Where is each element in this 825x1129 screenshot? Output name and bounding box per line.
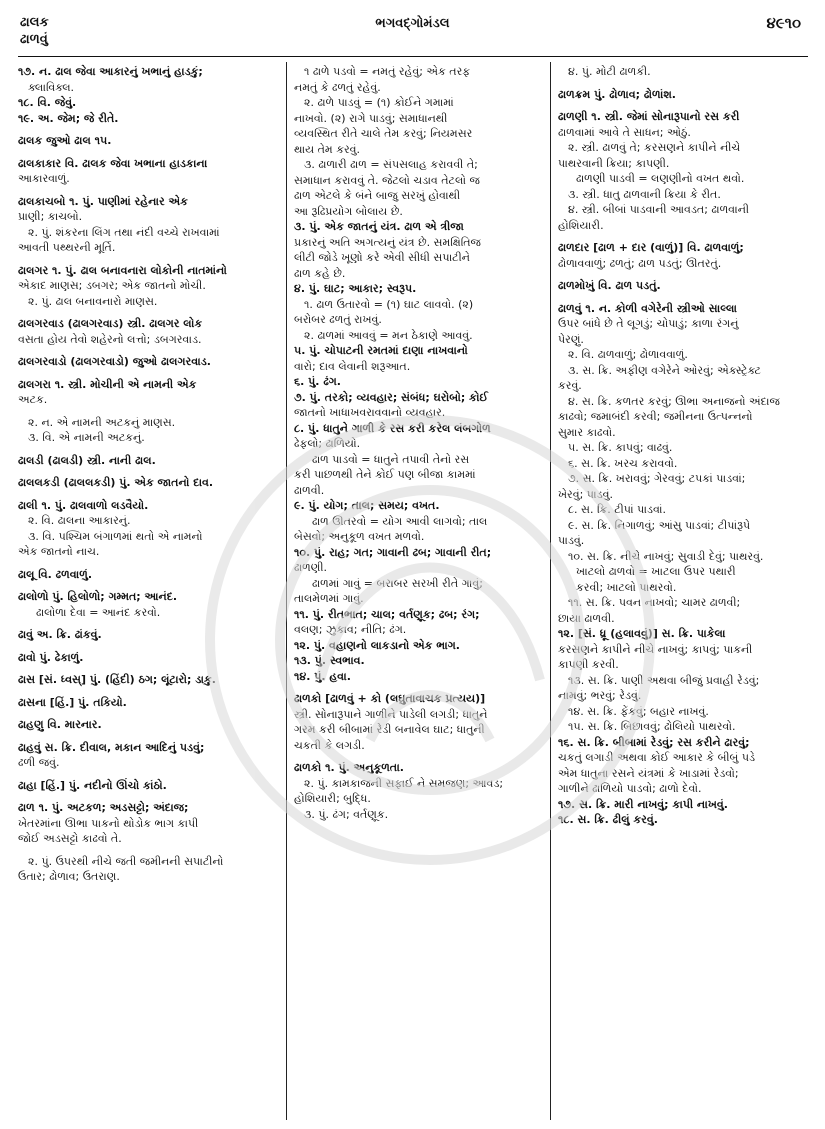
column-divider xyxy=(550,62,551,1120)
entry-line: ગરમ કરી બીબામાં રેડી બનાવેલ ઘાટ; ધાતુની xyxy=(294,723,485,736)
entry-line: ૨. પું. ઢાલ બનાવનારો માણસ. xyxy=(28,294,158,308)
entry-line: ઢાળ ૧. પું. અટકળ; અડસટ્ટો; અંદાજ; xyxy=(18,801,189,814)
entry-line: નાખવો. (૨) રાગે પાડવું; સમાધાનથી xyxy=(294,111,448,125)
entry-line: ખાટલો ઢાળવો = ખાટલા ઉપર પથારી xyxy=(576,565,736,578)
entry-line: ૭. સ. ક્રિ. ખરાવવું; ગેરવવું; ટપકાં પાડવાં; xyxy=(568,472,746,485)
entry-line: ૭. પું. તરકો; વ્યવહાર; સંબંધ; ઘરોબો; કોઈ xyxy=(294,390,489,404)
entry-line: જાતનો ખાધાખવરાવવાનો વ્યવહાર. xyxy=(294,406,446,419)
entry-line: ગાળીને ઢાળિયો પાડવો; ઢાળો દેવો. xyxy=(558,782,702,795)
entry-line: ૩. સ. ક્રિ. અફીણ વગેરેને ઓરવું; એક્સ્ટ્રેક્ટ xyxy=(568,363,761,377)
entry-line: ઢાળકો [ઢાળવું + કો (લઘુતાવાચક પ્રત્યય)] xyxy=(294,692,486,705)
entry-line: ૧૦. સ. ક્રિ. નીચે નાખવું; સુવાડી દેવું; પાથરવું. xyxy=(568,549,764,563)
entry-line: ઢાસ [સં. ધ્વસ્] પું. (હિંદી) ઠગ; લૂંટારો; ડાકુ. xyxy=(18,673,216,686)
entry-line: જોઈ અડસટ્ટો કાઢવો તે. xyxy=(18,832,122,845)
entry-line: કરવી; ખાટલો પાથરવો. xyxy=(576,580,677,594)
entry-line: ૧૫. સ. ક્રિ. બિછાવવું; ઢોલિયો પાથરવો. xyxy=(568,720,736,733)
entry-line: ૩. પું. ઢંગ; વર્તણૂક. xyxy=(304,807,389,821)
entry-line: ૯. સ. ક્રિ. નિગાળવું; આંસુ પાડવાં; ટીપાંરૂપે xyxy=(568,518,751,532)
entry-line: ૩. વિ. પશ્ચિમ બંગાળમાં થતો એ નામનો xyxy=(28,529,203,543)
entry-line: ૨. પું. ઉપરથી નીચે જતી જમીનની સપાટીનો xyxy=(28,854,224,868)
entry-line: વસતા હોય તેવો શહેરનો લત્તો; ડબગરવાડ. xyxy=(18,332,202,346)
entry-line: ૪. સ્ત્રી. બીબાં પાડવાની આવડત; ઢાળવાની xyxy=(568,203,750,216)
entry-line: ઢાલકાચબો ૧. પું. પાણીમાં રહેનાર એક xyxy=(18,194,188,208)
dictionary-column-3 xyxy=(558,64,810,1120)
entry-line: ઢાવો પું. ઢેકાળું. xyxy=(18,650,84,664)
entry-line: કાઢવો; જમાબંદી કરવી; જમીનના ઉત્પન્નનો xyxy=(558,410,753,423)
entry-line: ચકતી કે લગડી. xyxy=(294,738,365,752)
entry-line: નમતું કે ઢળતું રહેવું. xyxy=(294,80,381,94)
entry-line: સ્ત્રી. સોનારૂપાને ગાળીને પાડેલી લગડી; ધાતુને xyxy=(294,707,488,721)
entry-line: કરસણને કાપીને નીચે નાખવું; કાપવું; પાકની xyxy=(558,642,753,656)
entry-line: ઢાળ કહે છે. xyxy=(294,266,346,280)
entry-line: ૧૮. સ. ક્રિ. ઢીલું કરવું. xyxy=(558,813,658,826)
entry-line: એમ ધાતુના રસને યંત્રમાં કે ખાડામાં રેડવો; xyxy=(558,766,739,780)
guide-word-last: ઢાળવું xyxy=(20,32,48,47)
entry-line: ઢાલગરા ૧. સ્ત્રી. મોચીની એ નામની એક xyxy=(18,377,197,391)
entry-line: ૧૩. પું. સ્વભાવ. xyxy=(294,654,365,667)
entry-line: ૧૭. સ. ક્રિ. મારી નાખવું; કાપી નાખવું. xyxy=(558,797,728,811)
entry-line: ૬. સ. ક્રિ. ખરચ કરાવવો. xyxy=(568,456,678,470)
entry-line: ઉતાર; ઢોળાવ; ઉતરાણ. xyxy=(18,870,120,883)
entry-line: ઢાળણી પાડવી = લણણીનો વખત થવો. xyxy=(576,172,745,185)
entry-line: ૨. ન. એ નામની અટકનું માણસ. xyxy=(28,415,176,429)
entry-line: બેસવો; અનુકૂળ વખત મળવો. xyxy=(294,530,425,543)
entry-line: ઢાલૂ વિ. ઢળવાળું. xyxy=(18,567,93,581)
entry-line: ૧ ઢાળે પડવો = નમતું રહેવું; એક તરફ xyxy=(304,65,471,78)
entry-line: વારો; દાવ લેવાની શરૂઆત. xyxy=(294,359,411,373)
entry-line: ૩. પું. એક જાતનું યંત્ર. ઢાળ એ ત્રીજા xyxy=(294,220,464,233)
dictionary-column-2 xyxy=(294,64,542,1120)
entry-line: એકાદ માણસ; ડબગર; એક જાતનો મોચી. xyxy=(18,279,206,292)
entry-line: ચકતું લગાડી અથવા કોઈ આકાર કે બીબું પડે xyxy=(558,751,756,764)
entry-line: ઢાલડી (ઢાલડી) સ્ત્રી. નાની ઢાલ. xyxy=(18,453,156,467)
entry-line: સમાધાન કરાવવું તે. જેટલો ચડાવ તેટલો જ xyxy=(294,173,480,187)
entry-line: ૪. પું. મોટી ઢાળકી. xyxy=(568,65,651,78)
entry-line: ઢાળમોખું વિ. ઢાળ પડતું. xyxy=(558,279,661,292)
entry-line: ઢાલી ૧. પું. ઢાલવાળો લડવૈયો. xyxy=(18,498,149,512)
entry-line: ઢાલોળો પું. હિલોળો; ગમ્મત; આનંદ. xyxy=(18,590,178,603)
entry-line: થાય તેમ કરવું. xyxy=(294,142,360,156)
entry-line: ઢાલોળા દેવા = આનંદ કરવો. xyxy=(36,605,161,619)
entry-line: ૧૧. સ. ક્રિ. પવન નાખવો; ચામર ઢાળવી; xyxy=(568,596,741,609)
entry-line: ૫. સ. ક્રિ. કાપવું; વાઢવું. xyxy=(568,441,673,454)
entry-line: ૧૨. [સં. ધ્રૂ (હલાવવું)] સ. ક્રિ. પાકેલા xyxy=(558,627,726,640)
entry-line: ઢાળણી. xyxy=(294,561,327,574)
entry-line: ૨. ઢાળમાં આવવું = મન ઠેકાણે આવવું. xyxy=(304,328,473,342)
entry-line: ઢાળ ઊતરવો = યોગ આવી લાગવો; તાલ xyxy=(312,514,488,528)
dictionary-column-1 xyxy=(18,64,276,1120)
entry-line: આ રૂઢિપ્રયોગ બોલાય છે. xyxy=(294,204,403,218)
entry-line: ૪. સ. ક્રિ. કળતર કરવું; ઊભા અનાજનો અંદાજ xyxy=(568,394,780,408)
entry-line: પેરણું. xyxy=(558,332,584,346)
entry-line: ૧૪. સ. ક્રિ. ફેંકવું; બહાર નાખવું. xyxy=(568,704,709,718)
entry-line: ૨. વિ. ઢાલના આકારનું. xyxy=(28,514,131,527)
column-divider xyxy=(286,62,287,1120)
entry-line: ૧૬. સ. ક્રિ. બીબામાં રેડવું; રસ કરીને ઢારવું; xyxy=(558,735,750,749)
entry-line: ૪. પું. ઘાટ; આકાર; સ્વરૂપ. xyxy=(294,282,417,295)
entry-line: ૧૦. પું. રાહ; ગત; ગાવાની ઢબ; ગાવાની રીત; xyxy=(294,545,492,559)
entry-line: ૮. સ. ક્રિ. ટીપાં પાડવાં. xyxy=(568,503,666,516)
entry-line: આવતી પથ્થરની મૂર્તિ. xyxy=(18,241,116,254)
entry-line: ૩. વિ. એ નામની અટકનું. xyxy=(28,431,145,444)
entry-line: અટક. xyxy=(18,393,48,406)
entry-line: ૮. પું. ધાતુને ગાળી કે રસ કરી કરેલ લંબગોળ xyxy=(294,421,491,435)
entry-line: ૧. ઢાળ ઉતારવો = (૧) ઘાટ લાવવો. (૨) xyxy=(304,297,474,311)
entry-line: ૧૧. પું. રીતભાત; ચાલ; વર્તણૂક; ઢબ; રંગ; xyxy=(294,607,480,621)
entry-line: ઢાહણુ વિ. મારનાર. xyxy=(18,718,102,731)
entry-line: કરવું. xyxy=(558,379,582,392)
entry-line: ઢાલગરવાડો (ઢાલગરવાડો) જુઓ ઢાલગરવાડ. xyxy=(18,355,211,368)
entry-line: ૨. પું. શંકરના લિંગ તથા નંદી વચ્ચે રાખવામાં xyxy=(28,225,220,239)
entry-line: પાથરવાની ક્રિયા; કાપણી. xyxy=(558,156,670,170)
entry-line: ૯. પું. યોગ; તાલ; સમય; વખત. xyxy=(294,499,440,512)
entry-line: ૧૪. પું. હવા. xyxy=(294,669,351,683)
entry-line: ઢાળદાર [ઢાળ + દાર (વાળું)] વિ. ઢાળવાળું; xyxy=(558,241,744,254)
header-rule xyxy=(18,56,808,57)
entry-line: ૧૨. પું. વહાણનો લાકડાનો એક ભાગ. xyxy=(294,638,460,652)
entry-line: ક્લાવિક્લ. xyxy=(28,80,75,94)
page-header xyxy=(0,0,825,62)
entry-line: ઢાલલકડી (ઢાલલકડી) પું. એક જાતનો દાવ. xyxy=(18,476,214,489)
entry-line: ઢોળાવવાળું; ઢળતું; ઢાળ પડતું; ઊતરતું. xyxy=(558,256,722,270)
page-number: ૪૯૧૦ xyxy=(766,14,801,32)
entry-line: ઢળી જવું. xyxy=(18,756,60,769)
entry-line: સુમાર કાઢવો. xyxy=(558,425,616,439)
entry-line: ઉપર બાંધે છે તે લૂગડું; ચોપાડું; કાળા રંગનું xyxy=(558,317,739,330)
guide-word-first: ઢાલક xyxy=(20,15,49,30)
entry-line: ઢાળવામાં આવે તે સાધન; ઓઠું. xyxy=(558,125,691,139)
entry-line: ૧૭. ન. ઢાલ જેવા આકારનું ખભાનું હાડકું; xyxy=(18,65,203,78)
entry-line: કાપણી કરવી. xyxy=(558,658,619,671)
entry-line: ૨. સ્ત્રી. ઢાળવું તે; કરસણને કાપીને નીચે xyxy=(568,141,741,154)
entry-line: ઢાહવું સ. ક્રિ. દીવાલ, મકાન આદિનું પડવું; xyxy=(18,740,205,754)
entry-line: એક જાતનો નાચ. xyxy=(18,545,100,558)
entry-line: ખેરવું; પાડવું. xyxy=(558,487,614,501)
entry-line: ઢાળ એટલે કે બંને બાજુ સરખું હોવાથી xyxy=(294,189,461,202)
entry-line: નામવું; ભરવું; રેડવું. xyxy=(558,689,642,702)
entry-line: ૨. પું. કામકાજની સફાઈ ને સમજણ; આવડ; xyxy=(304,776,504,790)
entry-line: ઢાવું અ. ક્રિ. ઢાંકવું. xyxy=(18,628,102,641)
entry-line: ઢાલગર ૧. પું. ઢાલ બનાવનારા લોકોની નાતમાંનો xyxy=(18,263,227,277)
entry-line: ૬. પું. ઢંગ. xyxy=(294,375,341,388)
entry-line: ઢાળ પાડવો = ધાતુને તપાવી તેનો રસ xyxy=(312,452,470,466)
entry-line: વ્યવસ્થિત રીતે ચાલે તેમ કરવું; નિયમસર xyxy=(294,127,473,140)
entry-line: પાડવું. xyxy=(558,534,585,547)
entry-line: હોશિયારી; બુદ્ધિ. xyxy=(294,792,371,805)
entry-line: ઢાસના [હિં.] પું. તકિયો. xyxy=(18,695,127,709)
entry-line: છાયા ઢાળવી. xyxy=(558,611,615,625)
entry-line: ૨. વિ. ઢાળવાળું; ઢોળાવવાળું. xyxy=(568,348,688,361)
entry-line: ઢાળકો ૧. પું. અનુકૂળતા. xyxy=(294,761,404,774)
entry-line: ૩. ઢાળારી ઢાળ = સંપસલાહ કરાવવી તે; xyxy=(304,158,478,171)
entry-line: ઢાળણી ૧. સ્ત્રી. જેમાં સોનારૂપાનો રસ કરી xyxy=(558,110,740,123)
entry-line: આકારવાળું. xyxy=(18,172,70,185)
entry-line: ૩. સ્ત્રી. ધાતુ ઢાળવાની ક્રિયા કે રીત. xyxy=(568,187,721,201)
running-title: ભગવદ્ગોમંડલ xyxy=(375,16,450,31)
entry-line: ૨. ઢાળે પાડવું = (૧) કોઈને ગમામાં xyxy=(304,96,454,109)
entry-line: ઢાલક જુઓ ઢાલ ૧૫. xyxy=(18,134,112,147)
entry-line: ઢાલગરવાડ (ઢાલગરવાડ) સ્ત્રી. ઢાલગર લોક xyxy=(18,317,203,330)
entry-line: તાલમેળમાં ગાવું. xyxy=(294,592,364,605)
entry-line: ઢાળવી. xyxy=(294,483,325,497)
entry-line: પ્રકારનું અતિ અગત્યનું યંત્ર છે. સમક્ષિતિજ xyxy=(294,235,481,249)
entry-line: વલણ; ઝુકાવ; નીતિ; ઢંગ. xyxy=(294,623,407,636)
entry-line: પ્રાણી; કાચબો. xyxy=(18,210,83,223)
entry-line: હોશિયારી. xyxy=(558,218,604,232)
entry-line: ઢાળવું ૧. ન. કોળી વગેરેની સ્ત્રીઓ સાલ્લા xyxy=(558,301,737,315)
entry-line: ૧૮. વિ. જેવું. xyxy=(18,96,77,109)
entry-line: ઢાળક્રમ પું. ઢોળાવ; ઢોળાંશ. xyxy=(558,87,676,101)
entry-line: ઢાહા [હિં.] પું. નદીનો ઊંચો કાંઠો. xyxy=(18,778,167,792)
entry-line: ૧૩. સ. ક્રિ. પાણી અથવા બીજું પ્રવાહી રેડવું; xyxy=(568,673,760,687)
entry-line: બરોબર ઢળતું રાખવું. xyxy=(294,313,382,326)
entry-line: ૫. પું. ચોપાટની રમતમાં દાણા નાખવાનો xyxy=(294,344,468,357)
entry-line: ખેતરમાંના ઊભા પાકનો થોડોક ભાગ કાપી xyxy=(18,816,199,830)
entry-line: ૧૯. અ. જેમ; જે રીતે. xyxy=(18,111,119,125)
entry-line: કરી પાછળથી તેને કોઈ પણ બીજા કામમાં xyxy=(294,468,476,481)
entry-line: ઢાળમાં ગાવું = બરાબર સરખી રીતે ગાવું; xyxy=(312,576,483,590)
entry-line: ઢેફલો; ઢાળિયો. xyxy=(294,437,361,450)
entry-line: લીટી જોડે ખૂણો કરે એવી સીધી સપાટીને xyxy=(294,251,470,264)
entry-line: ઢાલકાકાર વિ. ઢાલક જેવા ખભાના હાડકાના xyxy=(18,156,208,170)
